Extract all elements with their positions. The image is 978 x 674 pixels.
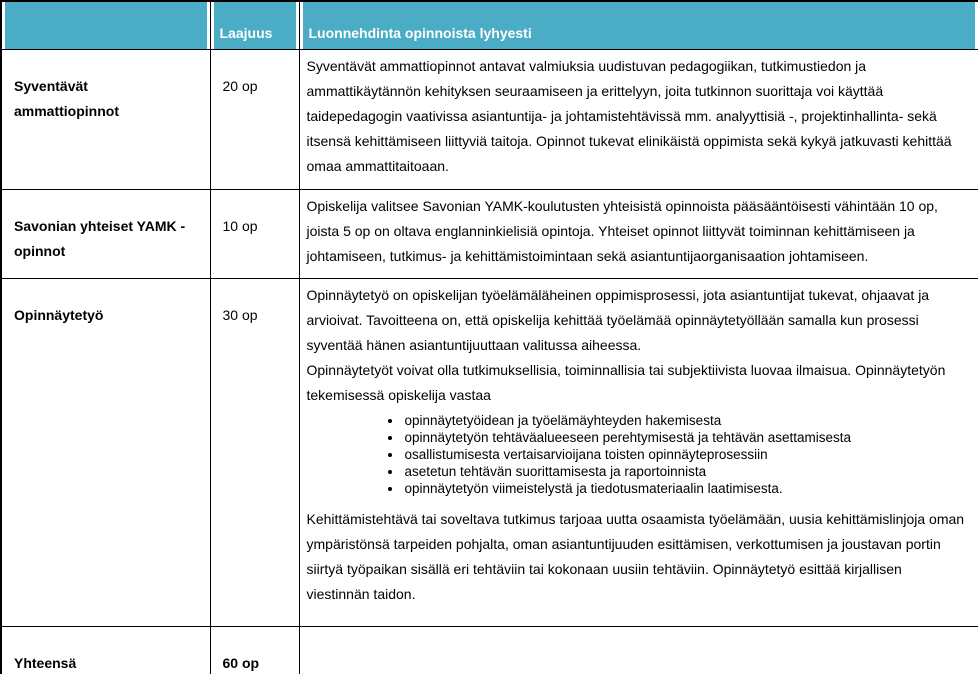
- bullet-item: • osallistumisesta vertaisarvioijana toisten opinnäyteprosessiin: [403, 446, 969, 463]
- header-cell-laajuus: Laajuus: [210, 1, 299, 49]
- row-label: Opinnäytetyö: [1, 278, 210, 626]
- description-paragraph: Syventävät ammattiopinnot antavat valmiuksia uudistuvan pedagogiikan, tutkimustiedon ja ammattikäytännön kehityksen seuraamiseen ja erittelyyn, joita tutkinnon suorittaja voi käyttää taidepedagogin vaativissa asiantuntija- ja johtamistehtävissä mm. analyyttisiä -, projektinhallinta- sekä itsensä kehittämiseen liittyviä taitoja. Opinnot tukevat elinikäistä oppimista sekä kykyä jatkuvasti kehittää omaa ammattitaitoaan.: [306, 57, 952, 174]
- bullet-item: • opinnäytetyön viimeistelystä ja tiedotusmateriaalin laatimisesta.: [403, 480, 969, 497]
- row-label: Savonian yhteiset YAMK - opinnot: [1, 189, 210, 278]
- row-extent: 60 op: [210, 626, 299, 674]
- table-row: [1, 626, 978, 674]
- description-paragraph: Opinnäytetyöt voivat olla tutkimuksellisia, toiminnallisia tai subjektiivista luovaa ilmaisua. Opinnäytetyön tekemisessä opiskelija vastaa: [306, 361, 946, 403]
- bullet-item: • opinnäytetyöidean ja työelämäyhteyden hakemisesta: [403, 412, 969, 429]
- row-label: Yhteensä: [1, 626, 210, 674]
- row-description-empty: [299, 626, 978, 674]
- table-row: [1, 49, 978, 189]
- description-paragraph: Kehittämistehtävä tai soveltava tutkimus tarjoaa uutta osaamista työelämään, uusia kehittämislinjoja oman ympäristönsä tarpeiden pohjalta, oman asiantuntijuuden esittämisen, verkottumisen ja joustavan portin siirtyä työpaikan sisällä eri tehtäviin tai kokonaan uusiin tehtäviin. Opinnäytetyö esittää kirjallisen viestinnän taidon.: [306, 510, 965, 602]
- description-paragraph: Opiskelija valitsee Savonian YAMK-koulutusten yhteisistä opinnoista pääsääntöisesti vähintään 10 op, joista 5 op on oltava englanninkielisiä opintoja. Yhteiset opinnot liittyvät toiminnan kehittämiseen ja johtamiseen, tutkimus- ja kehittämistoimintaan sekä asiantuntijaorganisaation johtamiseen.: [306, 197, 938, 264]
- table-row: [1, 189, 978, 278]
- row-extent: 20 op: [210, 49, 299, 189]
- row-description: [299, 278, 978, 626]
- row-description: [299, 49, 978, 189]
- header-cell-luonnehdinta: Luonnehdinta opinnoista lyhyesti: [299, 1, 978, 49]
- bullet-item: • opinnäytetyön tehtäväalueeseen perehtymisestä ja tehtävän asettamisesta: [403, 429, 969, 446]
- header-cell-empty: [1, 1, 210, 49]
- bullet-item: • asetetun tehtävän suorittamisesta ja raportoinnista: [403, 463, 969, 480]
- row-extent: 30 op: [210, 278, 299, 626]
- row-label: Syventävät ammattiopinnot: [1, 49, 210, 189]
- table-row: [1, 278, 978, 626]
- row-description: [299, 189, 978, 278]
- description-bullet-list: [307, 412, 969, 497]
- description-paragraph: Opinnäytetyö on opiskelijan työelämäläheinen oppimisprosessi, jota asiantuntijat tukevat, ohjaavat ja arvioivat. Tavoitteena on, että opiskelija kehittää työelämää opinnäytetyöllään samalla kun prosessi syventää hänen asiantuntijuuttaan valitussa aiheessa.: [306, 286, 930, 353]
- row-extent: 10 op: [210, 189, 299, 278]
- table-header-row: [1, 1, 978, 49]
